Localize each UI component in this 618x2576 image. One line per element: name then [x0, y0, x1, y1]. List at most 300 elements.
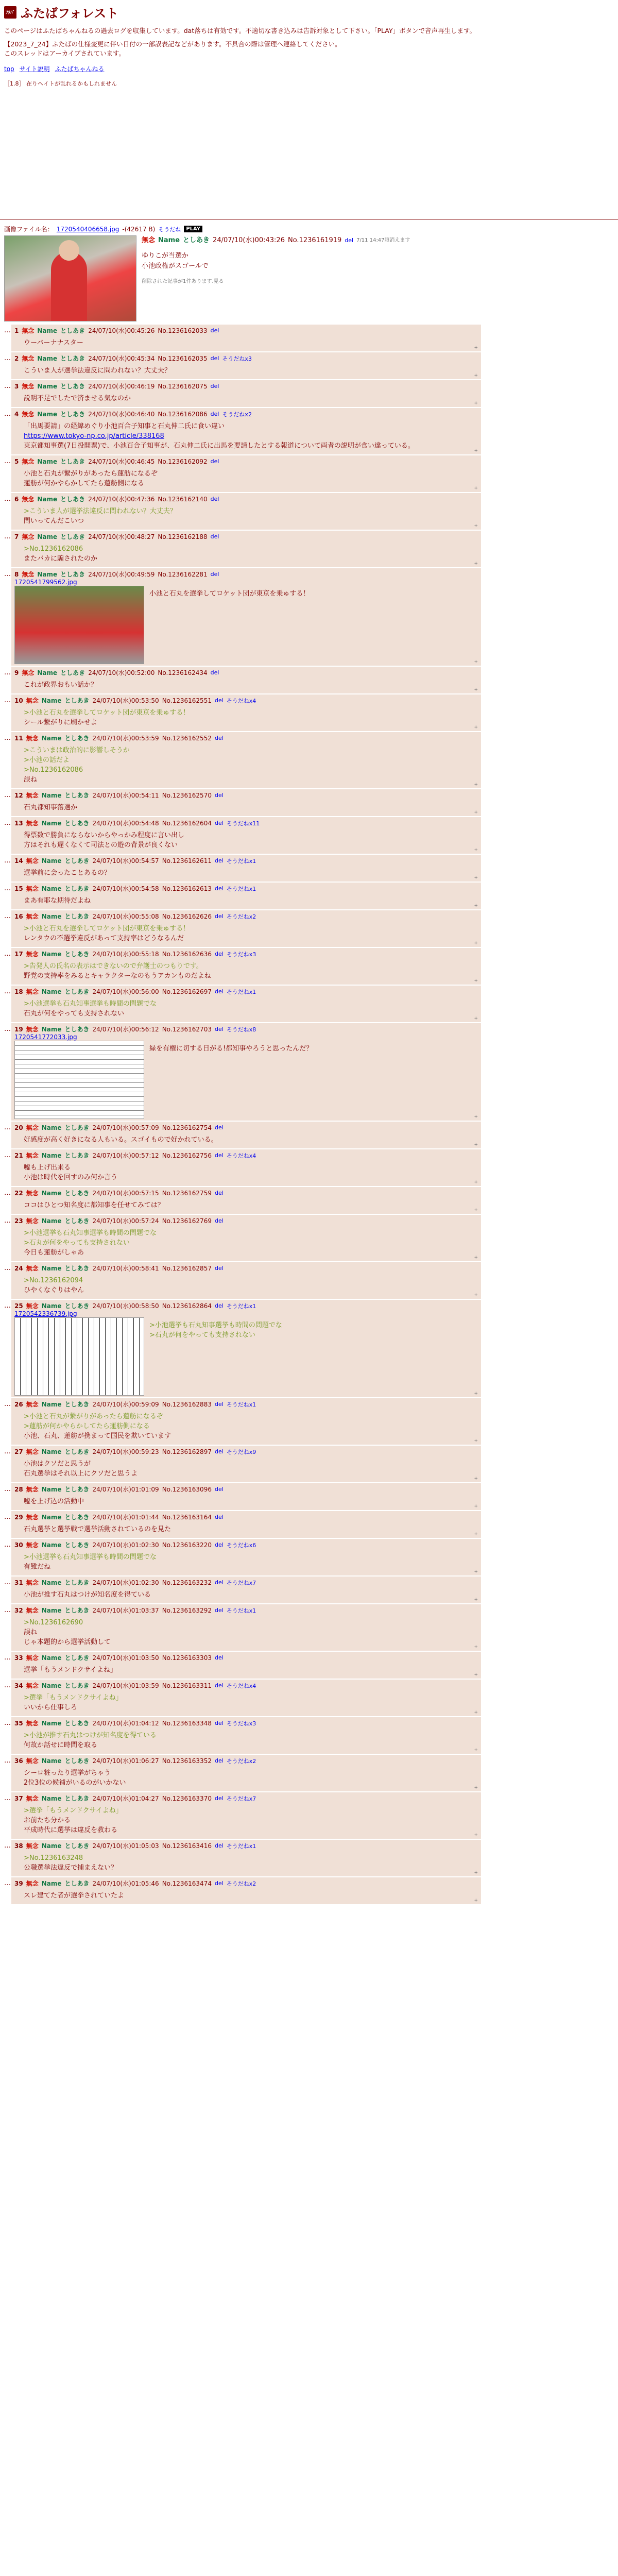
reply-del-link[interactable]: del — [214, 1607, 224, 1614]
reply-anon: 無念 — [26, 1486, 39, 1493]
reply-body — [24, 831, 478, 850]
reply-number: 8 — [14, 570, 19, 578]
reply-date: 24/07/10(水)01:01:09 — [92, 1486, 159, 1493]
reply-plus[interactable]: + — [474, 1785, 478, 1790]
reply-header — [14, 1301, 478, 1310]
reply-plus[interactable]: + — [474, 1504, 478, 1509]
reply-plus[interactable]: + — [474, 687, 478, 692]
reply-del-link[interactable]: del — [214, 1795, 224, 1802]
reply-del-link[interactable]: del — [214, 820, 224, 826]
reply-name: Name — [41, 1400, 62, 1408]
reply-quote-line: >石丸が何をやっても支持されない — [149, 1331, 255, 1339]
reply-del-link[interactable]: del — [214, 857, 224, 864]
reply-number: 25 — [14, 1302, 23, 1310]
reply-row — [4, 1215, 614, 1261]
reply-del-link[interactable]: del — [210, 571, 219, 578]
reply-text-line: 何故か話せに時間を取る — [24, 1741, 98, 1749]
reply-body — [24, 1276, 478, 1295]
reply-del-link[interactable]: del — [214, 1026, 224, 1032]
site-notice-2: 【2023_7_24】ふたばの仕様変更に伴い日付の一部誤表記などがあります。不具合の際は管理へ連絡してください。 — [4, 40, 341, 48]
reply-text-line: 2位3位の候補がいるのがいかない — [24, 1779, 126, 1787]
reply-quote-line: >石丸が何をやっても支持されない — [24, 1239, 130, 1247]
reply-header — [14, 1189, 478, 1197]
reply-date: 24/07/10(水)00:58:41 — [92, 1265, 159, 1272]
reply-row — [4, 1717, 614, 1754]
reply-sodane-button[interactable]: そうだねx6 — [226, 1541, 256, 1549]
reply-sodane-button[interactable]: そうだねx2 — [226, 913, 256, 920]
reply-body — [24, 394, 478, 403]
reply-header — [14, 912, 478, 921]
reply-no: No.1236162703 — [162, 1025, 212, 1033]
reply-marker: … — [4, 857, 11, 865]
site-notice-1: このページはふたばちゃんねるの過去ログを収集しています。dat落ちは有効です。不適切な書き込みは告訴対象として下さい。「PLAY」ボタンで音声再生します。 — [4, 27, 476, 35]
reply-date: 24/07/10(水)01:04:12 — [92, 1720, 159, 1727]
reply-plus[interactable]: + — [474, 1208, 478, 1213]
reply-row — [4, 352, 614, 379]
reply-box — [11, 455, 481, 492]
reply-name: Name — [37, 669, 58, 676]
reply-header — [14, 1841, 478, 1850]
reply-plus[interactable]: + — [474, 448, 478, 453]
reply-box — [11, 667, 481, 693]
reply-header — [14, 819, 478, 827]
op-file-link[interactable]: 1720540406658.jpg — [56, 225, 119, 233]
reply-plus[interactable]: + — [474, 875, 478, 880]
reply-date: 24/07/10(水)00:59:23 — [92, 1448, 159, 1455]
op-expire: 7/11 14:47頃消えます — [356, 238, 410, 243]
reply-del-link[interactable]: del — [214, 1152, 224, 1159]
play-button[interactable]: PLAY — [184, 226, 202, 232]
reply-text-line: こういま人が選挙法違反に問われない？大丈夫？ — [24, 367, 171, 375]
reply-link[interactable]: https://www.tokyo-np.co.jp/article/338168 — [24, 432, 164, 440]
reply-image[interactable] — [14, 1041, 144, 1119]
reply-row — [4, 948, 614, 985]
reply-box — [11, 883, 481, 909]
op-subject: としあき — [183, 236, 210, 244]
reply-sodane-button[interactable]: そうだねx11 — [226, 820, 260, 827]
reply-subject: としあき — [64, 1654, 90, 1662]
reply-text-line: 小池が推す石丸はつけが知名度を得ている — [24, 1591, 151, 1599]
reply-marker: … — [4, 1757, 11, 1765]
reply-del-link[interactable]: del — [214, 1880, 224, 1887]
reply-row — [4, 1262, 614, 1299]
reply-marker: … — [4, 1264, 11, 1272]
reply-text-line: 石丸都知事落選か — [24, 804, 78, 811]
reply-body — [24, 1693, 478, 1713]
reply-plus[interactable]: + — [474, 782, 478, 787]
reply-number: 7 — [14, 533, 19, 540]
op-sodane-button[interactable]: そうだね — [158, 226, 181, 233]
reply-row — [4, 883, 614, 909]
reply-plus[interactable]: + — [474, 848, 478, 853]
reply-subject: としあき — [60, 571, 85, 578]
reply-file-link[interactable] — [14, 579, 478, 586]
reply-box — [11, 1577, 481, 1603]
reply-no: No.1236162188 — [158, 533, 208, 540]
reply-plus[interactable]: + — [474, 810, 478, 815]
reply-sodane-button[interactable]: そうだねx4 — [226, 697, 256, 704]
reply-date: 24/07/10(水)01:06:27 — [92, 1757, 159, 1765]
reply-marker: … — [4, 1189, 11, 1197]
reply-del-link[interactable]: del — [214, 792, 224, 799]
reply-text-line: 小池はクソだと思うが — [24, 1460, 91, 1468]
reply-anon: 無念 — [26, 885, 39, 892]
reply-body — [24, 544, 478, 564]
reply-body — [24, 1200, 478, 1210]
reply-file-link[interactable] — [14, 1033, 478, 1041]
reply-anon: 無念 — [22, 355, 35, 362]
reply-body — [24, 896, 478, 906]
reply-header — [14, 1794, 478, 1803]
reply-name: Name — [41, 1025, 62, 1033]
reply-del-link[interactable]: del — [214, 1190, 224, 1196]
reply-subject: としあき — [64, 820, 90, 827]
reply-del-link[interactable]: del — [210, 355, 219, 362]
reply-number: 23 — [14, 1217, 23, 1225]
reply-date: 24/07/10(水)00:57:09 — [92, 1124, 159, 1131]
reply-date: 24/07/10(水)00:54:48 — [92, 820, 159, 827]
reply-del-link[interactable]: del — [214, 1448, 224, 1455]
reply-no: No.1236162075 — [158, 382, 208, 390]
reply-image-wrap — [14, 586, 144, 664]
reply-sodane-button[interactable]: そうだねx7 — [226, 1579, 256, 1586]
reply-sodane-button[interactable]: そうだねx7 — [226, 1795, 256, 1802]
reply-header — [14, 1264, 478, 1273]
reply-quote-line: >小池選挙も石丸知事選挙も時間の問題でな — [24, 1000, 157, 1008]
reply-plus[interactable]: + — [474, 1476, 478, 1481]
reply-date: 24/07/10(水)01:03:59 — [92, 1682, 159, 1689]
reply-text-line: ウーバーナナスター — [24, 339, 83, 347]
reply-body — [24, 1618, 478, 1647]
reply-del-link[interactable]: del — [210, 496, 219, 502]
site-title[interactable] — [4, 3, 614, 21]
reply-row — [4, 1300, 614, 1397]
op-anon: 無念 — [142, 236, 156, 244]
reply-number: 39 — [14, 1879, 23, 1887]
reply-anon: 無念 — [26, 1795, 39, 1802]
reply-box — [11, 531, 481, 567]
reply-plus[interactable]: + — [474, 978, 478, 984]
reply-link-line[interactable] — [24, 431, 478, 441]
reply-sodane-button[interactable]: そうだねx1 — [226, 1607, 256, 1614]
reply-plus[interactable]: + — [474, 1142, 478, 1147]
reply-name: Name — [41, 1485, 62, 1493]
reply-plus[interactable]: + — [474, 1532, 478, 1537]
reply-no: No.1236162086 — [158, 410, 208, 418]
reply-plus[interactable]: + — [474, 373, 478, 378]
reply-name: Name — [41, 885, 62, 892]
reply-box — [11, 1023, 481, 1121]
reply-text-line: 石丸が何をやっても支持されない — [24, 1010, 125, 1018]
reply-number: 14 — [14, 857, 23, 865]
reply-anon: 無念 — [26, 1302, 39, 1310]
reply-text-line: じゃ本題的から選挙活動して — [24, 1638, 111, 1646]
reply-del-link[interactable]: del — [210, 383, 219, 389]
reply-plus[interactable]: + — [474, 1180, 478, 1185]
reply-plus[interactable]: + — [474, 1293, 478, 1298]
reply-marker: … — [4, 1682, 11, 1689]
reply-sodane-button[interactable]: そうだねx1 — [226, 1401, 256, 1408]
reply-box — [11, 1539, 481, 1575]
reply-number: 33 — [14, 1654, 23, 1662]
reply-body — [24, 366, 478, 376]
reply-del-link[interactable]: del — [214, 697, 224, 704]
reply-row — [4, 1840, 614, 1876]
reply-del-link[interactable]: del — [214, 1757, 224, 1764]
op-deleted-note[interactable]: 削除された記事が1件あります.見る — [142, 279, 224, 284]
nav-futaba-link[interactable]: ふたばちゃんねる — [55, 65, 105, 73]
reply-plus[interactable]: + — [474, 401, 478, 406]
reply-marker: … — [4, 1513, 11, 1521]
reply-plus[interactable]: + — [474, 1672, 478, 1677]
reply-number: 35 — [14, 1719, 23, 1727]
reply-del-link[interactable]: del — [214, 1842, 224, 1849]
reply-del-link[interactable]: del — [210, 327, 219, 334]
reply-del-link[interactable]: del — [214, 913, 224, 920]
reply-row — [4, 493, 614, 530]
reply-del-link[interactable]: del — [214, 1401, 224, 1408]
reply-number: 28 — [14, 1485, 23, 1493]
reply-del-link[interactable]: del — [214, 1217, 224, 1224]
reply-del-link[interactable]: del — [214, 951, 224, 957]
reply-del-link[interactable]: del — [214, 1682, 224, 1689]
reply-subject: としあき — [64, 1190, 90, 1197]
reply-marker: … — [4, 1606, 11, 1614]
reply-text-line: 選挙前に会ったことあるの？ — [24, 869, 111, 877]
reply-plus[interactable]: + — [474, 523, 478, 529]
reply-sodane-button[interactable]: そうだねx3 — [222, 355, 252, 362]
nav-top-link[interactable]: top — [4, 65, 14, 73]
reply-date: 24/07/10(水)00:57:12 — [92, 1152, 159, 1159]
reply-sodane-button[interactable]: そうだねx9 — [226, 1448, 256, 1455]
reply-row — [4, 1483, 614, 1510]
reply-del-link[interactable]: del — [214, 1514, 224, 1520]
reply-text-line: シーロ粧ったり選挙がちゃう — [24, 1769, 111, 1777]
reply-sodane-button[interactable]: そうだねx8 — [226, 1026, 256, 1033]
reply-del-link[interactable]: del — [210, 411, 219, 417]
reply-del-link[interactable]: del — [214, 735, 224, 741]
reply-header — [14, 1485, 478, 1494]
reply-anon: 無念 — [22, 411, 35, 418]
reply-name: Name — [37, 533, 58, 540]
reply-marker: … — [4, 734, 11, 742]
reply-image[interactable] — [14, 1317, 144, 1396]
reply-date: 24/07/10(水)00:55:18 — [92, 951, 159, 958]
reply-sodane-button[interactable]: そうだねx2 — [226, 1757, 256, 1765]
reply-box — [11, 352, 481, 379]
reply-body — [24, 1768, 478, 1788]
reply-plus[interactable]: + — [474, 1710, 478, 1715]
reply-del-link[interactable]: del — [214, 1579, 224, 1586]
reply-plus[interactable]: + — [474, 725, 478, 730]
reply-del-link[interactable]: del — [210, 669, 219, 676]
reply-date: 24/07/10(水)00:54:58 — [92, 885, 159, 892]
reply-number: 27 — [14, 1448, 23, 1455]
reply-name: Name — [41, 912, 62, 920]
reply-subject: としあき — [64, 1448, 90, 1455]
reply-sodane-button[interactable]: そうだねx1 — [226, 857, 256, 865]
op-image[interactable] — [4, 235, 136, 321]
reply-anon: 無念 — [26, 1579, 39, 1586]
reply-plus[interactable]: + — [474, 1438, 478, 1444]
reply-no: No.1236163416 — [162, 1842, 212, 1850]
reply-plus[interactable]: + — [474, 1016, 478, 1021]
reply-anon: 無念 — [26, 1265, 39, 1272]
reply-text-line: 問いってんだこいつ — [24, 517, 84, 525]
reply-name: Name — [41, 1719, 62, 1727]
reply-header — [14, 354, 478, 363]
reply-del-link[interactable]: del — [210, 458, 219, 465]
reply-box — [11, 1149, 481, 1186]
reply-marker: … — [4, 570, 11, 578]
reply-plus[interactable]: + — [474, 486, 478, 491]
reply-body — [24, 1590, 478, 1600]
reply-plus[interactable]: + — [474, 941, 478, 946]
reply-plus[interactable]: + — [474, 345, 478, 350]
reply-text-line: 嘘も上げ出来る — [24, 1164, 71, 1172]
reply-sodane-button[interactable]: そうだねx1 — [226, 1842, 256, 1850]
reply-file-link[interactable] — [14, 1310, 478, 1317]
reply-plus[interactable]: + — [474, 561, 478, 566]
reply-sodane-button[interactable]: そうだねx4 — [226, 1152, 256, 1159]
reply-date: 24/07/10(水)00:47:36 — [88, 496, 155, 503]
reply-date: 24/07/10(水)00:46:19 — [88, 383, 155, 390]
reply-file-name[interactable]: 1720542336739.jpg — [14, 1310, 77, 1317]
reply-sodane-button[interactable]: そうだねx2 — [226, 1880, 256, 1887]
reply-text-line: ひやくなぐりはやん — [24, 1286, 84, 1294]
reply-text-line: 方はそれも遅くなくて司法との遊の背景が良くない — [24, 841, 178, 849]
reply-date: 24/07/10(水)01:04:27 — [92, 1795, 159, 1802]
reply-box — [11, 1717, 481, 1754]
reply-del-link[interactable]: del — [214, 1654, 224, 1661]
op-no: No.1236161919 — [287, 236, 342, 244]
reply-subject: としあき — [64, 1579, 90, 1586]
reply-plus[interactable]: + — [474, 1898, 478, 1903]
reply-del-link[interactable]: del — [214, 885, 224, 892]
op-body-line-1: ゆりこが当選か — [142, 252, 189, 260]
reply-plus[interactable]: + — [474, 659, 478, 665]
reply-box — [11, 1604, 481, 1651]
reply-anon: 無念 — [26, 1541, 39, 1549]
reply-plus[interactable]: + — [474, 1114, 478, 1120]
reply-del-link[interactable]: del — [214, 1541, 224, 1548]
reply-plus[interactable]: + — [474, 903, 478, 908]
reply-body — [24, 1459, 478, 1479]
reply-number: 11 — [14, 734, 23, 742]
reply-text-line: 得票数で勝負にならないからやっかみ程度に言い出し — [24, 832, 185, 839]
reply-image[interactable] — [14, 586, 144, 664]
reply-name: Name — [41, 950, 62, 958]
reply-plus[interactable]: + — [474, 1569, 478, 1574]
reply-box — [11, 1680, 481, 1716]
nav-about-link[interactable]: サイト説明 — [19, 65, 50, 73]
reply-text-line: 石丸選挙と選挙戦で選挙活動されているのを見た — [24, 1526, 171, 1533]
op-date: 24/07/10(水)00:43:26 — [213, 236, 285, 244]
reply-row — [4, 855, 614, 882]
reply-plus[interactable]: + — [474, 1391, 478, 1396]
reply-quote-line: >小池と石丸が繋がりがあったら蓮舫になるぞ — [24, 1413, 163, 1420]
reply-number: 24 — [14, 1264, 23, 1272]
reply-header — [14, 696, 478, 705]
op-del-link[interactable]: del — [345, 237, 354, 244]
reply-subject: としあき — [64, 792, 90, 799]
reply-body — [24, 924, 478, 943]
reply-box — [11, 1398, 481, 1445]
reply-sodane-button[interactable]: そうだねx2 — [222, 411, 252, 418]
category-note: ［1.8］ 在りヘイトが乱れるかもしれません — [4, 80, 117, 87]
reply-del-link[interactable]: del — [214, 1720, 224, 1726]
reply-quote-line: >蓮舫が何かやらかしてたら蓮舫側になる — [24, 1422, 150, 1430]
reply-sodane-button[interactable]: そうだねx4 — [226, 1682, 256, 1689]
reply-quote-line: >No.1236162094 — [24, 1277, 83, 1284]
reply-text-line: まあ有耶な期待だよね — [24, 897, 91, 905]
reply-plus[interactable]: + — [474, 1833, 478, 1838]
reply-quote-line: >こういま人が選挙法違反に問われない？大丈夫？ — [24, 507, 177, 515]
reply-name: Name — [41, 734, 62, 742]
reply-subject: としあき — [64, 1720, 90, 1727]
reply-text-line: またバカに騙されたのか — [24, 555, 98, 563]
reply-sodane-button[interactable]: そうだねx3 — [226, 1720, 256, 1727]
reply-plus[interactable]: + — [474, 1597, 478, 1602]
reply-name: Name — [41, 988, 62, 995]
reply-header — [14, 950, 478, 958]
reply-del-link[interactable]: del — [210, 533, 219, 540]
reply-date: 24/07/10(水)00:46:40 — [88, 411, 155, 418]
reply-no: No.1236162035 — [158, 354, 208, 362]
reply-plus[interactable]: + — [474, 1748, 478, 1753]
reply-sodane-button[interactable]: そうだねx1 — [226, 885, 256, 892]
reply-number: 38 — [14, 1842, 23, 1850]
reply-box — [11, 910, 481, 947]
reply-no: No.1236162604 — [162, 819, 212, 827]
reply-no: No.1236163292 — [162, 1606, 212, 1614]
reply-name: Name — [37, 457, 58, 465]
reply-name: Name — [41, 791, 62, 799]
reply-del-link[interactable]: del — [214, 988, 224, 995]
reply-sodane-button[interactable]: そうだねx1 — [226, 988, 256, 995]
reply-plus[interactable]: + — [474, 1645, 478, 1650]
reply-body — [24, 1412, 478, 1441]
reply-anon: 無念 — [26, 1124, 39, 1131]
reply-plus[interactable]: + — [474, 1255, 478, 1260]
reply-header — [14, 791, 478, 800]
reply-sodane-button[interactable]: そうだねx1 — [226, 1302, 256, 1310]
reply-anon: 無念 — [22, 383, 35, 390]
reply-del-link[interactable]: del — [214, 1124, 224, 1131]
reply-header — [14, 1216, 478, 1225]
reply-quote-line: >小池の話だよ — [24, 756, 70, 764]
reply-plus[interactable]: + — [474, 1870, 478, 1875]
reply-del-link[interactable]: del — [214, 1302, 224, 1309]
reply-body — [24, 1891, 478, 1901]
op-post — [0, 225, 618, 321]
reply-date: 24/07/10(水)01:02:30 — [92, 1579, 159, 1586]
futaba-logo-icon: ﾌﾀﾊﾞ — [4, 6, 16, 19]
reply-del-link[interactable]: del — [214, 1486, 224, 1493]
reply-marker: … — [4, 912, 11, 920]
reply-file-name[interactable]: 1720541772033.jpg — [14, 1033, 77, 1041]
reply-file-name[interactable]: 1720541799562.jpg — [14, 579, 77, 586]
reply-date: 24/07/10(水)00:52:00 — [88, 669, 155, 676]
reply-no: No.1236162697 — [162, 988, 212, 995]
reply-subject: としあき — [64, 697, 90, 704]
reply-del-link[interactable]: del — [214, 1265, 224, 1272]
reply-anon: 無念 — [26, 820, 39, 827]
reply-row — [4, 1539, 614, 1575]
reply-header — [14, 1400, 478, 1409]
reply-box — [11, 855, 481, 882]
reply-sodane-button[interactable]: そうだねx3 — [226, 951, 256, 958]
